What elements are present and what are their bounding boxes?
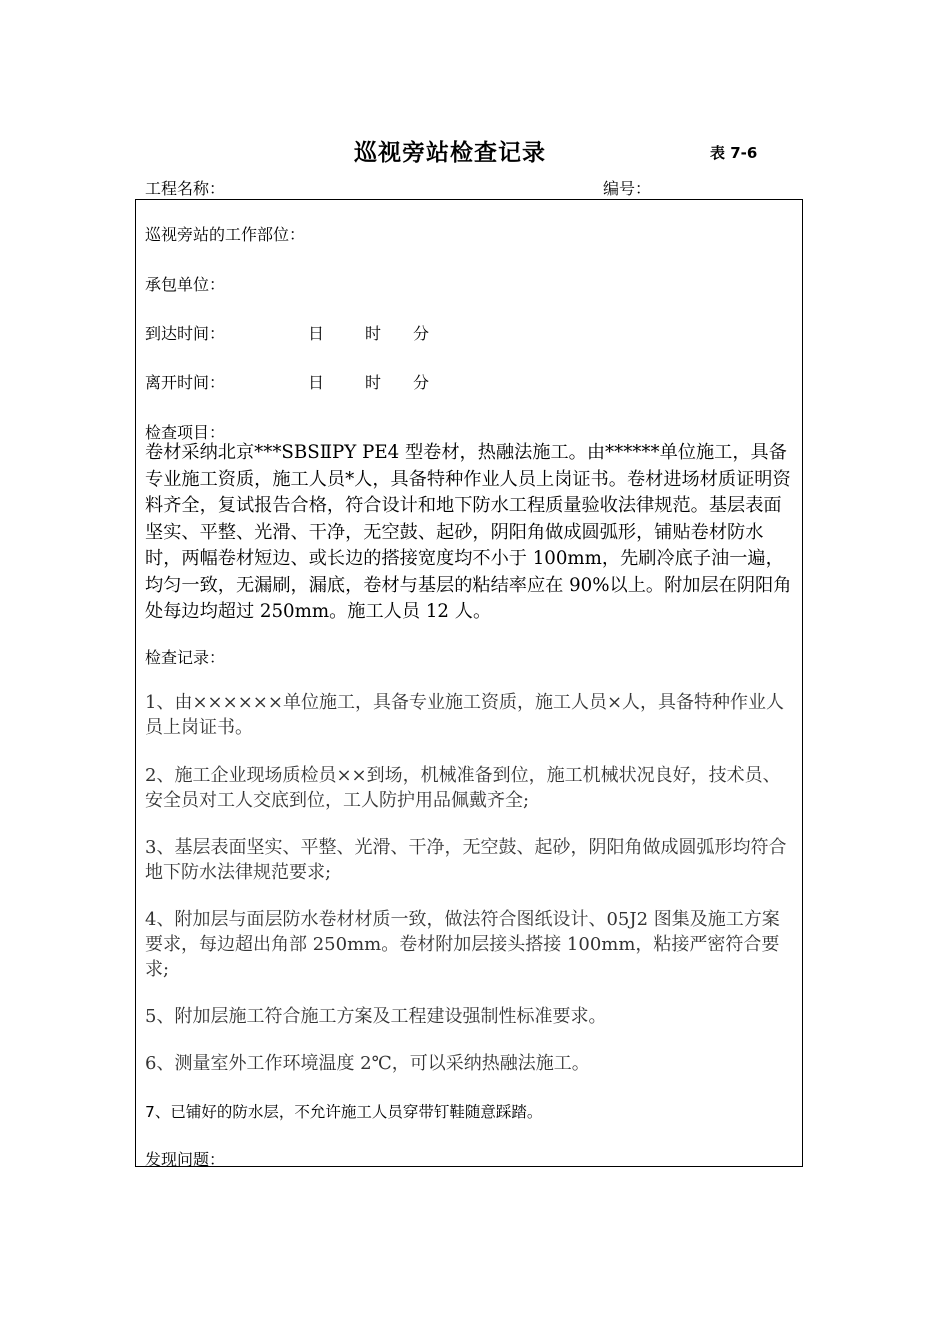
inspection-items-text: 卷材采纳北京***SBSⅡPY PE4 型卷材，热融法施工。由******单位施工，具备专业施工资质，施工人员*人，具备特种作业人员上岗证书。卷材进场材质证明资料齐全，复试报告合格，符合设计和地下防水工程质量验收法律规范。基层表面坚实、平整、光滑、干净，无空鼓、起砂，阴阳角做成圆弧形，铺贴卷材防水时，两幅卷材短边、或长边的搭接宽度均不小于 100mm，先刷冷底子油一遍，均匀一致，无漏刷，漏底，卷材与基层的粘结率应在 90%以上。附加层在阴阳角处每边均超过 250mm。施工人员 12 人。 xyxy=(145,442,792,622)
work-location-label: 巡视旁站的工作部位： xyxy=(145,225,306,244)
record-item: 4、附加层与面层防水卷材材质一致，做法符合图纸设计、05J2 图集及施工方案要求，每边超出角部 250mm。卷材附加层接头搭接 100mm，粘接严密符合要求; xyxy=(145,909,780,980)
inspection-records-label: 检查记录： xyxy=(145,648,226,667)
record-item: 6、测量室外工作环境温度 2℃，可以采纳热融法施工。 xyxy=(145,1053,590,1074)
page-title: 巡视旁站检查记录 xyxy=(354,140,546,166)
departure-day: 日 xyxy=(308,373,325,392)
inspection-items-label: 检查项目： xyxy=(145,423,226,442)
issues-found-label: 发现问题： xyxy=(145,1150,226,1169)
arrival-day: 日 xyxy=(308,324,325,343)
arrival-hour: 时 xyxy=(365,324,382,343)
departure-time-label: 离开时间： xyxy=(145,373,226,392)
project-name-label: 工程名称： xyxy=(145,179,226,198)
departure-hour: 时 xyxy=(365,373,382,392)
contractor-label: 承包单位： xyxy=(145,275,226,294)
arrival-minute: 分 xyxy=(413,324,430,343)
record-item-7: 7、已铺好的防水层，不允许施工人员穿带钉鞋随意踩踏。 xyxy=(145,1103,543,1121)
departure-minute: 分 xyxy=(413,373,430,392)
table-number: 表 7-6 xyxy=(710,144,758,162)
serial-number-label: 编号： xyxy=(603,179,652,198)
record-item: 5、附加层施工符合施工方案及工程建设强制性标准要求。 xyxy=(145,1006,607,1027)
arrival-time-label: 到达时间： xyxy=(145,324,226,343)
record-item: 2、施工企业现场质检员××到场，机械准备到位，施工机械状况良好，技术员、安全员对工人交底到位，工人防护用品佩戴齐全; xyxy=(145,765,781,811)
record-item: 1、由××××××单位施工，具备专业施工资质，施工人员×人，具备特种作业人员上岗证书。 xyxy=(145,692,785,738)
record-item: 3、基层表面坚实、平整、光滑、干净，无空鼓、起砂，阴阳角做成圆弧形均符合地下防水法律规范要求; xyxy=(145,837,787,883)
